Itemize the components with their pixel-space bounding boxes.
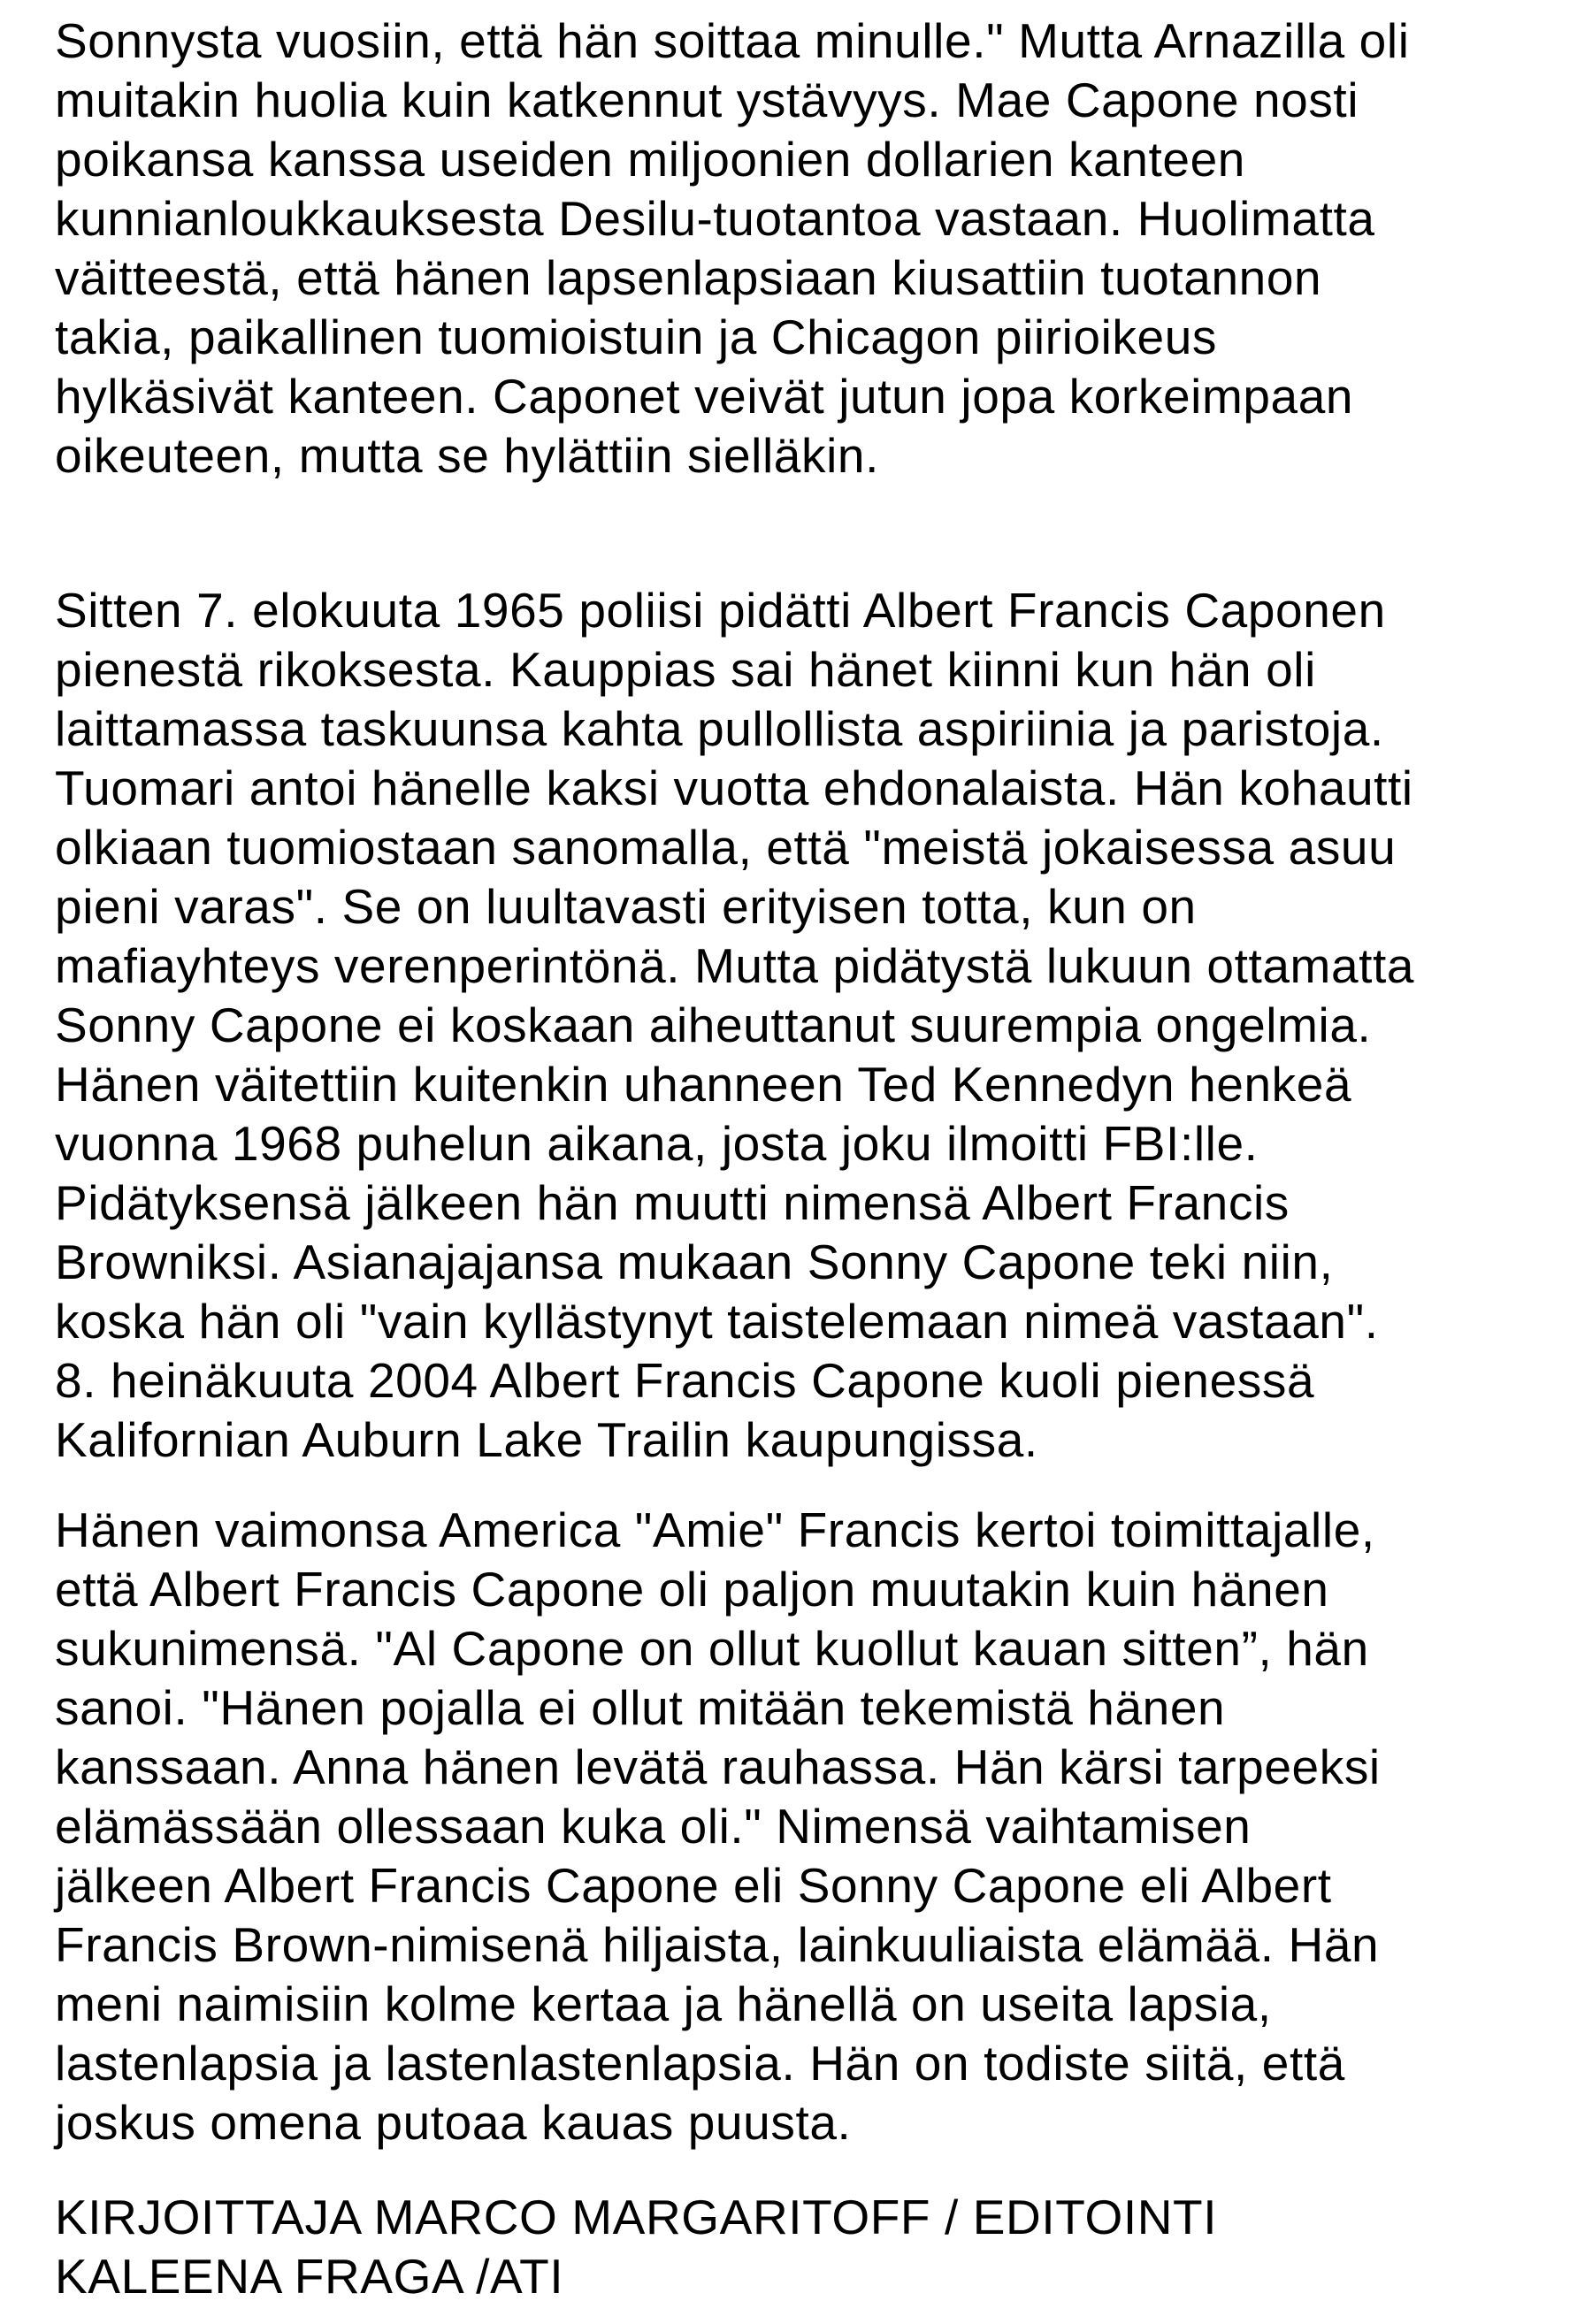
text-line: kanssaan. Anna hänen levätä rauhassa. Hän kärsi tarpeeksi bbox=[55, 1739, 1381, 1794]
text-line: sukunimensä. "Al Capone on ollut kuollut kauan sitten”, hän bbox=[55, 1621, 1369, 1676]
text-line: Hänen väitettiin kuitenkin uhanneen Ted Kennedyn henkeä bbox=[55, 1057, 1352, 1112]
text-line: että Albert Francis Capone oli paljon muutakin kuin hänen bbox=[55, 1562, 1329, 1617]
text-line: jälkeen Albert Francis Capone eli Sonny Capone eli Albert bbox=[55, 1858, 1332, 1913]
text-line: lastenlapsia ja lastenlastenlapsia. Hän on todiste siitä, että bbox=[55, 2036, 1345, 2091]
text-line: Sonnysta vuosiin, että hän soittaa minulle." Mutta Arnazilla oli bbox=[55, 13, 1410, 68]
text-line: koska hän oli "vain kyllästynyt taistelemaan nimeä vastaan". bbox=[55, 1294, 1379, 1349]
text-line: meni naimisiin kolme kertaa ja hänellä on useita lapsia, bbox=[55, 1976, 1272, 2031]
text-line: laittamassa taskuunsa kahta pullollista aspiriinia ja paristoja. bbox=[55, 701, 1384, 756]
text-line: Browniksi. Asianajajansa mukaan Sonny Capone teki niin, bbox=[55, 1235, 1334, 1289]
text-line: vuonna 1968 puhelun aikana, josta joku ilmoitti FBI:lle. bbox=[55, 1116, 1259, 1171]
text-line: olkiaan tuomiostaan sanomalla, että "meistä jokaisessa asuu bbox=[55, 820, 1397, 875]
byline bbox=[55, 2188, 1542, 2306]
text-line: kunnianloukkauksesta Desilu-tuotantoa vastaan. Huolimatta bbox=[55, 191, 1375, 246]
text-line: elämässään ollessaan kuka oli." Nimensä vaihtamisen bbox=[55, 1799, 1252, 1854]
text-line: mafiayhteys verenperintönä. Mutta pidätystä lukuun ottamatta bbox=[55, 938, 1415, 993]
text-line: Sitten 7. elokuuta 1965 poliisi pidätti Albert Francis Caponen bbox=[55, 583, 1386, 638]
text-line: takia, paikallinen tuomioistuin ja Chicagon piirioikeus bbox=[55, 310, 1217, 364]
text-line: joskus omena putoaa kauas puusta. bbox=[55, 2095, 852, 2150]
paragraph-3 bbox=[55, 1501, 1542, 2152]
text-line: pieni varas". Se on luultavasti erityisen totta, kun on bbox=[55, 879, 1197, 934]
text-line: poikansa kanssa useiden miljoonien dollarien kanteen bbox=[55, 132, 1245, 187]
text-line: 8. heinäkuuta 2004 Albert Francis Capone kuoli pienessä bbox=[55, 1353, 1315, 1408]
paragraph-1 bbox=[55, 11, 1542, 485]
text-line: Tuomari antoi hänelle kaksi vuotta ehdonalaista. Hän kohautti bbox=[55, 761, 1413, 815]
text-line: oikeuteen, mutta se hylättiin sielläkin. bbox=[55, 428, 879, 483]
text-line: muitakin huolia kuin katkennut ystävyys. Mae Capone nosti bbox=[55, 73, 1359, 127]
text-line: Hänen vaimonsa America "Amie" Francis kertoi toimittajalle, bbox=[55, 1502, 1375, 1557]
text-line: Pidätyksensä jälkeen hän muutti nimensä Albert Francis bbox=[55, 1175, 1290, 1230]
text-line: Francis Brown-nimisenä hiljaista, lainkuuliaista elämää. Hän bbox=[55, 1917, 1380, 1972]
byline-line: KALEENA FRAGA /ATI bbox=[55, 2249, 564, 2304]
byline-line: KIRJOITTAJA MARCO MARGARITOFF / EDITOINTI bbox=[55, 2190, 1218, 2244]
text-line: sanoi. "Hänen pojalla ei ollut mitään tekemistä hänen bbox=[55, 1680, 1226, 1735]
text-line: hylkäsivät kanteen. Caponet veivät jutun jopa korkeimpaan bbox=[55, 369, 1354, 424]
text-line: Kalifornian Auburn Lake Trailin kaupungissa. bbox=[55, 1412, 1038, 1467]
paragraph-2 bbox=[55, 581, 1542, 1470]
text-line: väitteestä, että hänen lapsenlapsiaan kiusattiin tuotannon bbox=[55, 250, 1322, 305]
text-line: Sonny Capone ei koskaan aiheuttanut suurempia ongelmia. bbox=[55, 998, 1372, 1052]
text-line: pienestä rikoksesta. Kauppias sai hänet kiinni kun hän oli bbox=[55, 642, 1316, 697]
